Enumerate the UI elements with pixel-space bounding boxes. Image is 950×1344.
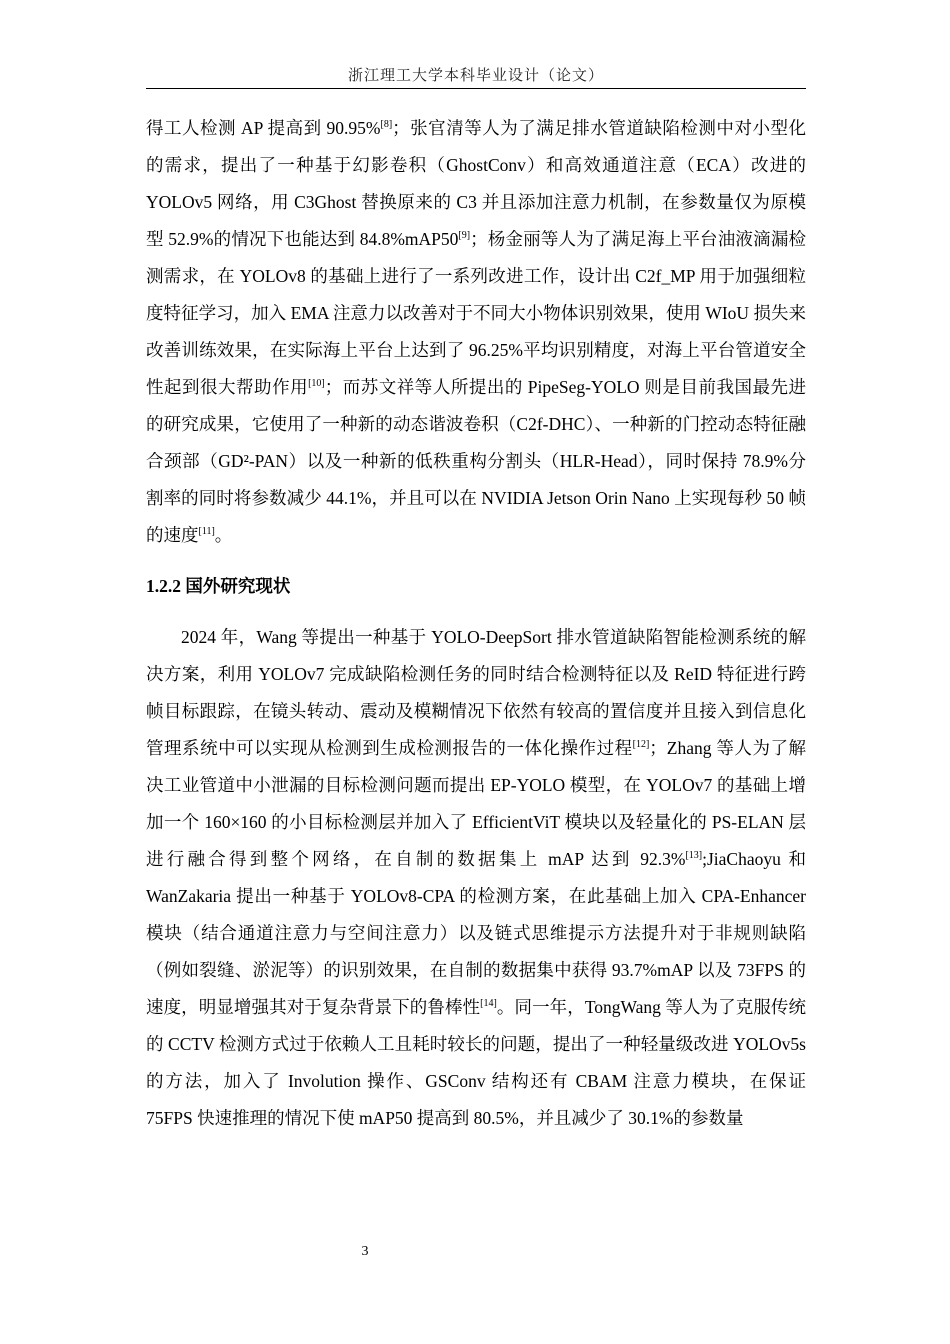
paragraph-text: ;JiaChaoyu 和 WanZakaria 提出一种基于 YOLOv8-CPA 的检测方案，在此基础上加入 CPA-Enhancer 模块（结合通道注意力与空间注意力）以及链式思维提示方法提升对于非规则缺陷（例如裂缝、淤泥等）的识别效果，在自制的数据集中获得 93.7%mAP 以及 73FPS 的速度，明显增强其对于复杂背景下的鲁棒性 — [146, 849, 806, 1017]
page-body — [146, 110, 806, 1137]
page-number: 3 — [361, 1244, 369, 1259]
citation-ref: [8] — [380, 119, 393, 131]
citation-ref: [9] — [458, 230, 471, 242]
paragraph-text: ；张官清等人为了满足排水管道缺陷检测中对小型化的需求，提出了一种基于幻影卷积（GhostConv）和高效通道注意（ECA）改进的 YOLOv5 网络，用 C3Ghost 替换原来的 C3 并且添加注意力机制，在参数量仅为原模型 52.9%的情况下也能达到 84.8%mAP50 — [146, 118, 806, 249]
paragraph-text: ；Zhang 等人为了解决工业管道中小泄漏的目标检测问题而提出 EP-YOLO 模型，在 YOLOv7 的基础上增加一个 160×160 的小目标检测层并加入了 EfficientViT 模块以及轻量化的 PS-ELAN 层进行融合得到整个网络，在自制的数据集上 mAP 达到 92.3% — [146, 738, 806, 869]
citation-ref: [14] — [480, 998, 497, 1010]
body-paragraph-2 — [146, 619, 806, 1137]
header-rule — [146, 88, 806, 89]
paragraph-text: ；杨金丽等人为了满足海上平台油液滴漏检测需求，在 YOLOv8 的基础上进行了一系列改进工作，设计出 C2f_MP 用于加强细粒度特征学习，加入 EMA 注意力以改善对于不同大小物体识别效果，使用 WIoU 损失来改善训练效果，在实际海上平台上达到了 96.25%平均识别精度，对海上平台管道安全性起到很大帮助作用 — [146, 229, 807, 397]
running-header: 浙江理工大学本科毕业设计（论文） — [347, 68, 604, 84]
paragraph-text: 。同一年，TongWang 等人为了克服传统的 CCTV 检测方式过于依赖人工且耗时较长的问题，提出了一种轻量级改进 YOLOv5s 的方法，加入了 Involution 操作、GSConv 结构还有 CBAM 注意力模块，在保证 75FPS 快速推理的情况下使 mAP50 提高到 80.5%，并且减少了 30.1%的参数量 — [146, 997, 806, 1128]
citation-ref: [11] — [198, 526, 215, 538]
body-paragraph-1 — [146, 110, 806, 554]
paragraph-text: ；而苏文祥等人所提出的 PipeSeg-YOLO 则是目前我国最先进的研究成果，它使用了一种新的动态谐波卷积（C2f-DHC）、一种新的门控动态特征融合颈部（GD²-PAN）以及一种新的低秩重构分割头（HLR-Head），同时保持 78.9%分割率的同时将参数减少 44.1%，并且可以在 NVIDIA Jetson Orin Nano 上实现每秒 50 帧的速度 — [146, 377, 807, 545]
citation-ref: [10] — [308, 378, 325, 390]
citation-ref: [13] — [685, 850, 703, 862]
paragraph-text: 2024 年，Wang 等提出一种基于 YOLO-DeepSort 排水管道缺陷智能检测系统的解决方案，利用 YOLOv7 完成缺陷检测任务的同时结合检测特征以及 ReID 特征进行跨帧目标跟踪，在镜头转动、震动及模糊情况下依然有较高的置信度并且接入到信息化管理系统中可以实现从检测到生成检测报告的一体化操作过程 — [146, 627, 806, 758]
paragraph-text: 。 — [214, 525, 233, 545]
section-heading: 1.2.2 国外研究现状 — [146, 576, 291, 596]
paragraph-text: 得工人检测 AP 提高到 90.95% — [146, 118, 381, 138]
citation-ref: [12] — [632, 739, 650, 751]
